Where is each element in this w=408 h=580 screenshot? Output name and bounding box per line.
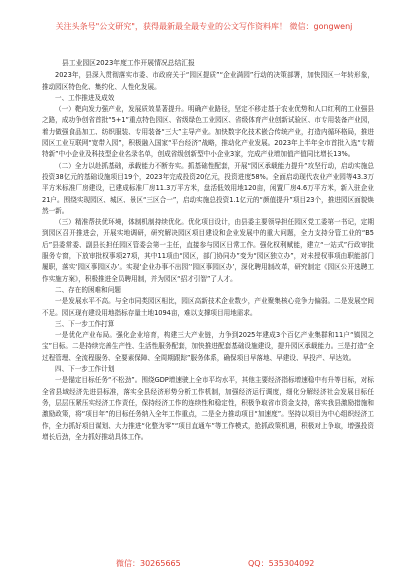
section-heading: 四、下一步工作计划 [55, 365, 115, 374]
promo-banner-text: 关注头条号"公文研究"，获得最新最全最专业的公文写作资料库！ 微信：gongwenj [55, 22, 353, 31]
wechat-contact: 微信：30265665 [116, 559, 181, 568]
section-heading: 一、工作推进及成效 [55, 93, 115, 102]
document-title: 县工业园区2023年度工作开展情况总结汇报 [62, 59, 195, 67]
document-paragraph: 一是优化产业布局。强化企业培育，构建三大产业链，力争到2025年建成3个百亿产业集群和11户“镇园之宝”目标。二是持续完善生产性、生活性服务配套，加快推进配套基础设施建设，提升园区承载能力。三是打造“全过程管理、全流程服务、全要素保障、全周期跟踪”服务体系，确保项目早落地、早建设、早投产、早达效。 [42, 331, 374, 362]
document-paragraph: （二）全力以赴抓基础，承载能力不断夯实。抓基础性配套，开展“园区承载能力提升”攻坚行动，启动实施总投资38亿元的基础设施项目19个，2023年完成投资20亿元，投资进度58%。全面启动现代农业产业园等43.3万平方米标准厂房建设，已建成标准厂房11.3万平方米，盘活低效用地120亩，闲置厂房4.6万平方米，新入驻企业21户。围绕实现园区、城区、景区“三区合一”，启动实施总投资1.1亿元的“颜值提升”项目23个，推进园区面貌焕然一新。 [42, 161, 374, 215]
document-paragraph: （一）靶向发力强产业，发展质效显著提升。明确产业路径，坚定不移走基于农业优势和人口红利的工业强县之路，成功争创省首批“5+1”重点特色园区、省级绿色工业园区、省级体育产业创新试验区、市专用装备产业园，着力做强食品加工、纺织服装、专用装备“三大”主导产业。加快数字化技术嵌合传统产业，打造内循环格局，推进园区工业互联网“宽带入园”，积极融入国家“平台经济”战略，推动化产业发展。2023年上半年全市首批入选“专精特新”中小企业及科技型企业名录名单，创成省级创新型中小企业3家，完成产业增加值产值同比增长13%。 [42, 105, 374, 159]
qq-contact: QQ：535304092 [248, 559, 315, 568]
document-paragraph: 一是锚定目标任务“不松劲”。围绕GDP增速驶上全市平均水平，其他主要经济指标增速稳中有升等目标，对标全省县域经济先进县标准，落实全县经济形势分析工作机制，加强经济运行调度，细化分解经济社会发展目标任务，层层压紧压实经济工作责任，保持经济工作的连续性和稳定性，积极争取省市资金支持，落实我县激励措施和激励政策，将“项目年”的目标任务纳入全年工作重点，二是全力推动项目“加速度”。坚持以项目为中心组织经济工作，全力抓好项目谋划、大力推进“化整为零”“项目直通车”等工作模式，抢抓政策机遇，积极对上争取，增强投资增长后劲，全力抓好推动具体工作。 [42, 376, 374, 441]
document-paragraph: （三）精准帮扶优环境，体制机制持续优化。优化项目设计，由县委主要领导担任园区党工委第一书记，定期到园区召开推进会，开展实地调研，研究解决园区项目建设和企业发展中的重大问题，全力支持分管工业的“B5后”县委常委、副县长担任园区管委会第一主任，直接参与园区日常工作。强化权利赋能，建立“一站式”行政审批服务专窗，下放审批权事项27项，其中11项由“园区，部门协同办”变为“园区独立办”，对未授权事项由职能部门履职，落实‘园区事园区办’。实现‘企业办事不出园’‘园区事园区办’，深化聘用制改革，研究制定《园区公开选聘工作实施方案》，积极推进全员聘用制，并为园区“招才引智”了人才。 [42, 218, 374, 283]
section-heading: 三、下一步工作打算 [55, 319, 115, 328]
section-heading: 二、存在的困难和问题 [55, 285, 121, 294]
header-banner [0, 0, 408, 46]
contact-footer [0, 555, 408, 573]
document-body [42, 58, 374, 443]
document-paragraph: 一是发展水平不高。与全市同类园区相比，园区高新技术企业数少，产业聚集核心竞争力偏弱。二是发展空间不足。园区现有建设用地指标存量土地1094亩，难以支撑项目用地需求。 [42, 297, 374, 317]
document-paragraph: 2023年，县深入贯彻落实市委、市政府关于“园区提质”“企业满园”行动的决策部署，加快园区一年转形象，推动园区特色化、集约化、人性化发展。 [42, 71, 374, 91]
